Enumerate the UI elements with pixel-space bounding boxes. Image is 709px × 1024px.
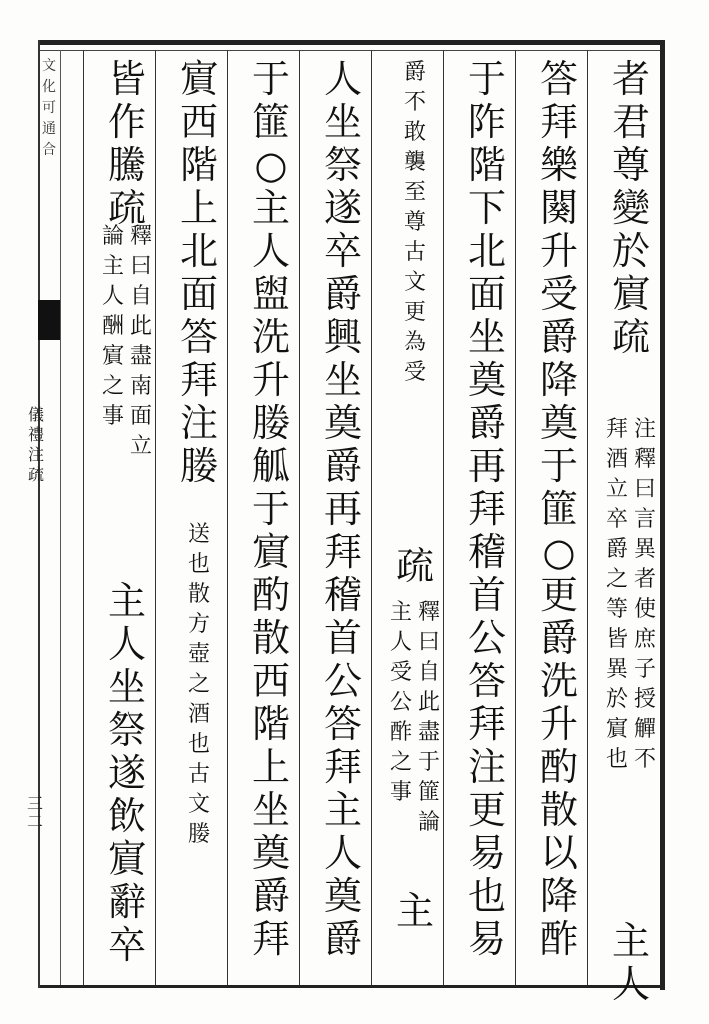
glyph: 答 xyxy=(179,315,218,359)
glyph: 酢 xyxy=(389,720,412,745)
glyph: 階 xyxy=(467,143,506,187)
glyph: 稽 xyxy=(323,573,362,617)
glyph: 答 xyxy=(467,659,506,703)
glyph: 疏 xyxy=(611,315,650,359)
glyph: 降 xyxy=(539,358,578,402)
glyph: 爵 xyxy=(251,874,290,918)
glyph: 賔 xyxy=(101,344,124,369)
glyph: 事 xyxy=(389,780,412,805)
glyph: 升 xyxy=(539,702,578,746)
glyph: 爵 xyxy=(323,917,362,961)
glyph: 篚 xyxy=(251,100,290,144)
glyph: 爵 xyxy=(539,315,578,359)
glyph: 酌 xyxy=(251,573,290,617)
glyph: 卒 xyxy=(107,923,146,967)
glyph: 曰 xyxy=(417,630,440,655)
glyph: 主 xyxy=(101,254,124,279)
glyph: 拜 xyxy=(467,487,506,531)
glyph: 北 xyxy=(179,229,218,273)
glyph: 使 xyxy=(633,597,656,622)
glyph: 奠 xyxy=(323,401,362,445)
glyph: 奠 xyxy=(539,401,578,445)
glyph: 釋 xyxy=(633,447,656,472)
glyph: 人 xyxy=(101,284,124,309)
glyph: 古 xyxy=(403,240,426,265)
main-text xyxy=(459,58,515,961)
column-rule xyxy=(299,50,300,985)
glyph: 不 xyxy=(403,90,426,115)
column-rule xyxy=(587,50,588,985)
glyph: 疏 xyxy=(395,544,434,588)
glyph: 阼 xyxy=(467,100,506,144)
glyph: 更 xyxy=(539,573,578,617)
glyph: 也 xyxy=(605,747,628,772)
glyph: 賔 xyxy=(107,837,146,881)
main-text xyxy=(99,58,155,230)
column-rule xyxy=(515,50,516,985)
main-text xyxy=(531,58,587,961)
gutter-text: 文化可通合 xyxy=(42,58,56,158)
glyph: 首 xyxy=(323,616,362,660)
glyph: 襲 xyxy=(403,150,426,175)
glyph: 人 xyxy=(389,630,412,655)
column-rule xyxy=(83,50,84,985)
glyph: 坐 xyxy=(467,315,506,359)
glyph: 以 xyxy=(539,831,578,875)
glyph: 階 xyxy=(179,143,218,187)
glyph: 爵 xyxy=(403,60,426,85)
glyph: 子 xyxy=(633,657,656,682)
glyph: 更 xyxy=(467,788,506,832)
glyph: 論 xyxy=(101,224,124,249)
glyph: 主 xyxy=(323,788,362,832)
glyph: 人 xyxy=(107,622,146,666)
glyph: 盡 xyxy=(417,720,440,745)
glyph: 尊 xyxy=(403,210,426,235)
glyph: 主 xyxy=(389,600,412,625)
glyph: 散 xyxy=(539,788,578,832)
glyph: 坐 xyxy=(323,100,362,144)
glyph: 君 xyxy=(611,100,650,144)
main-text xyxy=(603,920,659,1006)
commentary-text xyxy=(401,58,429,388)
commentary-right-line xyxy=(415,598,443,838)
glyph: 主 xyxy=(611,919,650,963)
glyph: 公 xyxy=(389,690,412,715)
glyph: 爵 xyxy=(323,444,362,488)
glyph: 面 xyxy=(179,272,218,316)
glyph: 升 xyxy=(251,358,290,402)
fold-title: 儀禮注疏 xyxy=(27,405,44,484)
glyph: 賔 xyxy=(605,717,628,742)
glyph: 坐 xyxy=(251,788,290,832)
glyph: 主 xyxy=(107,579,146,623)
glyph: 人 xyxy=(323,831,362,875)
glyph: 闋 xyxy=(539,186,578,230)
glyph: 階 xyxy=(251,702,290,746)
glyph: 樂 xyxy=(539,143,578,187)
glyph: 也 xyxy=(187,552,210,577)
glyph: 辭 xyxy=(107,880,146,924)
glyph: 主 xyxy=(251,186,290,230)
text-column xyxy=(171,50,227,985)
glyph: 更 xyxy=(403,300,426,325)
glyph: 受 xyxy=(403,360,426,385)
double-line-commentary xyxy=(99,222,155,462)
double-line-commentary xyxy=(603,415,659,775)
commentary-left-line xyxy=(387,598,415,838)
glyph: 于 xyxy=(467,57,506,101)
commentary-left-line xyxy=(99,222,127,462)
glyph: 篚 xyxy=(539,487,578,531)
glyph: 散 xyxy=(251,616,290,660)
glyph: 南 xyxy=(129,374,152,399)
glyph: 於 xyxy=(605,687,628,712)
glyph: 至 xyxy=(403,180,426,205)
glyph: 庶 xyxy=(633,627,656,652)
glyph: 再 xyxy=(467,444,506,488)
glyph: 媵 xyxy=(187,822,210,847)
glyph: 拜 xyxy=(323,745,362,789)
glyph: 觶 xyxy=(633,717,656,742)
glyph: 者 xyxy=(633,567,656,592)
text-column xyxy=(531,50,587,985)
text-column xyxy=(243,50,299,985)
glyph: 壺 xyxy=(187,642,210,667)
column-rule xyxy=(443,50,444,985)
glyph: 祭 xyxy=(323,143,362,187)
glyph: 受 xyxy=(389,660,412,685)
glyph: 賔 xyxy=(611,272,650,316)
glyph: 酬 xyxy=(101,314,124,339)
glyph: 賔 xyxy=(179,57,218,101)
glyph: 人 xyxy=(611,962,650,1006)
glyph: 主 xyxy=(395,889,434,933)
glyph: 釋 xyxy=(417,600,440,625)
glyph: 奠 xyxy=(323,874,362,918)
glyph: 立 xyxy=(605,477,628,502)
main-text xyxy=(603,58,659,359)
glyph: 之 xyxy=(605,567,628,592)
glyph: 媵 xyxy=(179,444,218,488)
glyph: 上 xyxy=(179,186,218,230)
text-column xyxy=(315,50,371,985)
glyph: 人 xyxy=(251,229,290,273)
glyph: 爵 xyxy=(605,537,628,562)
glyph: 洗 xyxy=(251,315,290,359)
glyph: 答 xyxy=(539,57,578,101)
glyph: 為 xyxy=(403,330,426,355)
glyph: 立 xyxy=(129,434,152,459)
glyph: 也 xyxy=(187,732,210,757)
glyph: 答 xyxy=(323,702,362,746)
glyph: 騰 xyxy=(107,143,146,187)
gutter-line xyxy=(60,50,61,985)
frame-left-border xyxy=(38,40,40,988)
glyph: 尊 xyxy=(611,143,650,187)
fishtail-mark xyxy=(38,300,60,340)
glyph: 皆 xyxy=(605,627,628,652)
glyph: 祭 xyxy=(107,708,146,752)
glyph: 升 xyxy=(539,229,578,273)
glyph: 西 xyxy=(179,100,218,144)
glyph: ○ xyxy=(542,530,576,574)
text-column xyxy=(603,50,659,1006)
glyph: 言 xyxy=(633,507,656,532)
glyph: 異 xyxy=(605,657,628,682)
glyph: 異 xyxy=(633,537,656,562)
commentary-text xyxy=(185,520,213,850)
main-text xyxy=(387,545,443,588)
glyph: 曰 xyxy=(129,254,152,279)
glyph: 拜 xyxy=(539,100,578,144)
glyph: 釋 xyxy=(129,224,152,249)
main-text xyxy=(315,58,371,961)
glyph: 酢 xyxy=(539,917,578,961)
glyph: 文 xyxy=(403,270,426,295)
glyph: 者 xyxy=(611,57,650,101)
glyph: 酌 xyxy=(539,745,578,789)
glyph: 注 xyxy=(179,401,218,445)
glyph: 敢 xyxy=(403,120,426,145)
frame-top-border xyxy=(38,40,664,45)
frame-right-border xyxy=(660,40,665,990)
glyph: 之 xyxy=(187,672,210,697)
glyph: 拜 xyxy=(251,917,290,961)
glyph: 爵 xyxy=(539,616,578,660)
glyph: 飲 xyxy=(107,794,146,838)
glyph: 觚 xyxy=(251,444,290,488)
glyph: 下 xyxy=(467,186,506,230)
glyph: 北 xyxy=(467,229,506,273)
main-text xyxy=(171,58,227,488)
glyph: 古 xyxy=(187,762,210,787)
text-column xyxy=(387,50,443,985)
glyph: 于 xyxy=(417,750,440,775)
glyph: 上 xyxy=(251,745,290,789)
glyph: 拜 xyxy=(323,530,362,574)
glyph: 公 xyxy=(467,616,506,660)
glyph: 拜 xyxy=(467,702,506,746)
glyph: 盥 xyxy=(251,272,290,316)
glyph: 西 xyxy=(251,659,290,703)
glyph: 此 xyxy=(129,314,152,339)
glyph: 易 xyxy=(467,917,506,961)
glyph: 首 xyxy=(467,573,506,617)
glyph: 皆 xyxy=(107,57,146,101)
glyph: 送 xyxy=(187,522,210,547)
main-text xyxy=(243,58,299,961)
glyph: 稽 xyxy=(467,530,506,574)
glyph: 卒 xyxy=(323,229,362,273)
glyph: 面 xyxy=(129,404,152,429)
glyph: 盡 xyxy=(129,344,152,369)
glyph: 遂 xyxy=(107,751,146,795)
glyph: 授 xyxy=(633,687,656,712)
main-text xyxy=(387,890,443,933)
glyph: 興 xyxy=(323,315,362,359)
double-line-commentary xyxy=(387,598,443,838)
glyph: 易 xyxy=(467,831,506,875)
text-column xyxy=(99,50,155,985)
main-text xyxy=(99,580,155,967)
glyph: 文 xyxy=(187,792,210,817)
glyph: 坐 xyxy=(323,358,362,402)
glyph: 自 xyxy=(417,660,440,685)
glyph: 注 xyxy=(633,417,656,442)
glyph: 曰 xyxy=(633,477,656,502)
commentary-right-line xyxy=(127,222,155,462)
fold-page-number: 三二 xyxy=(26,794,43,831)
glyph: 作 xyxy=(107,100,146,144)
glyph: 之 xyxy=(389,750,412,775)
glyph: 此 xyxy=(417,690,440,715)
glyph: 也 xyxy=(467,874,506,918)
glyph: 方 xyxy=(187,612,210,637)
glyph: 酒 xyxy=(605,447,628,472)
glyph: ○ xyxy=(254,143,288,187)
glyph: 疏 xyxy=(107,186,146,230)
glyph: 酒 xyxy=(187,702,210,727)
glyph: 受 xyxy=(539,272,578,316)
glyph: 論 xyxy=(417,810,440,835)
glyph: 爵 xyxy=(467,401,506,445)
glyph: 注 xyxy=(467,745,506,789)
glyph: 面 xyxy=(467,272,506,316)
glyph: 篚 xyxy=(417,780,440,805)
glyph: 坐 xyxy=(107,665,146,709)
glyph: 散 xyxy=(187,582,210,607)
commentary-right-line xyxy=(631,415,659,775)
glyph: 于 xyxy=(251,487,290,531)
glyph: 之 xyxy=(101,374,124,399)
glyph: 賔 xyxy=(251,530,290,574)
glyph: 事 xyxy=(101,404,124,429)
glyph: 再 xyxy=(323,487,362,531)
glyph: 於 xyxy=(611,229,650,273)
glyph: 奠 xyxy=(251,831,290,875)
glyph: 變 xyxy=(611,186,650,230)
glyph: 于 xyxy=(539,444,578,488)
glyph: 自 xyxy=(129,284,152,309)
glyph: 洗 xyxy=(539,659,578,703)
glyph: 拜 xyxy=(179,358,218,402)
glyph: 拜 xyxy=(605,417,628,442)
text-column xyxy=(459,50,515,985)
glyph: 公 xyxy=(323,659,362,703)
glyph: 遂 xyxy=(323,186,362,230)
glyph: 降 xyxy=(539,874,578,918)
glyph: 卒 xyxy=(605,507,628,532)
glyph: 人 xyxy=(323,57,362,101)
frame-bottom-border xyxy=(38,985,664,988)
column-rule xyxy=(227,50,228,985)
commentary-left-line xyxy=(603,415,631,775)
column-rule xyxy=(155,50,156,985)
column-rule xyxy=(371,50,372,985)
glyph: 不 xyxy=(633,747,656,772)
glyph: 于 xyxy=(251,57,290,101)
glyph: 媵 xyxy=(251,401,290,445)
glyph: 等 xyxy=(605,597,628,622)
glyph: 奠 xyxy=(467,358,506,402)
glyph: 爵 xyxy=(323,272,362,316)
